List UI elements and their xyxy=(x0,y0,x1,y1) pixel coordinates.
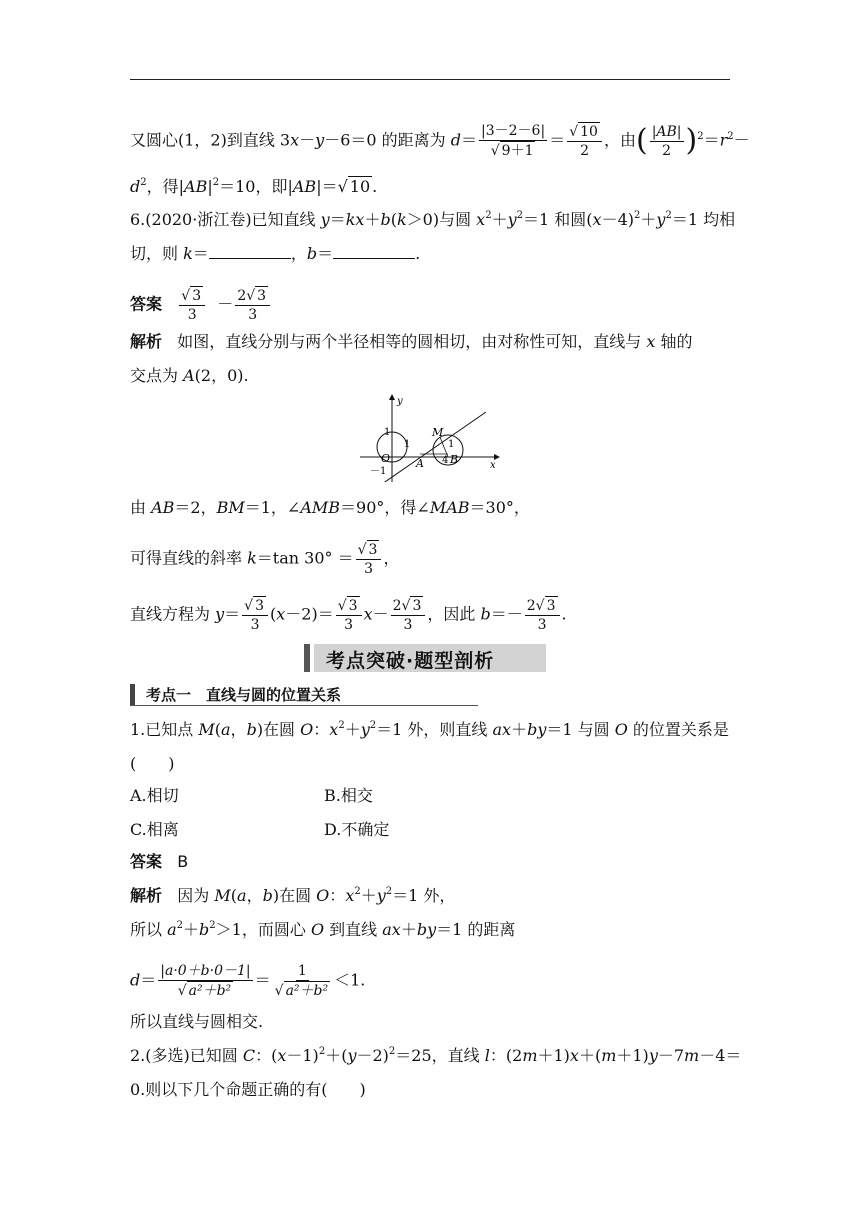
label-one-b: 1 xyxy=(404,439,411,450)
question-2-cont: 0.则以下几个命题正确的有( ) xyxy=(130,1080,366,1099)
label-one-a: 1 xyxy=(384,427,391,438)
section-banner xyxy=(304,642,546,674)
banner-title: 考点突破·题型剖析 xyxy=(326,650,495,672)
solution-6-equation: 直线方程为 y＝ $\frac{√ 3}{3}$ (x－2)＝ $\frac{√ 3}{3}$ x－ $\frac{2√ 3}{3}$ ，因此 b＝－ $\frac{2√ 3}{3}$ . xyxy=(130,598,567,633)
answer-blank-b xyxy=(333,244,415,259)
section-heading xyxy=(130,684,478,706)
question-2: 2.(多选)已知圆 C：$(x-1)^2+(y-2)^2=25$，直线 l：(2m＋1)x＋(m＋1)y－7m－4＝ xyxy=(130,1046,742,1065)
question-6-cont: 切，则 k＝ ，b＝ . xyxy=(130,244,421,263)
text-line-distance: 又圆心(1，2)到直线 3x－y－6＝0 的距离为 d＝ $\frac{|3-2-6|}{√ 9+1}$ ＝ $\frac{√ 10}{2}$ ，由( $\frac{|AB|}{2}$ )$^2=r^2-$ xyxy=(130,123,750,159)
y-axis-arrow xyxy=(389,394,395,400)
solution-1-conclusion: 所以直线与圆相交. xyxy=(130,1012,264,1031)
label-one-c: 1 xyxy=(448,439,455,450)
label-m: M xyxy=(432,426,444,439)
solution-1-distance: d＝ $\frac{|a\cdot 0+b\cdot 0-1|}{\text{√ a²＋b²}}$ ＝ $\frac{1}{\text{√ a²＋b²}}$ ＜1. xyxy=(130,963,366,999)
label-a: A xyxy=(416,457,424,470)
solution-6-angles: 由 AB＝2，BM＝1，∠AMB＝90°，得∠MAB＝30°， xyxy=(130,498,530,517)
header-rule xyxy=(130,79,730,80)
tangent-line xyxy=(382,412,486,482)
solution-6-cont: 交点为 A(2，0). xyxy=(130,366,249,385)
label-b: B xyxy=(450,453,459,466)
label-neg-one: －1 xyxy=(370,466,387,477)
label-x: x xyxy=(490,460,496,471)
option-a: A.相切 xyxy=(130,786,179,805)
answer-6: 答案 $\frac{√ 3}{3}$ － $\frac{2√ 3}{3}$ xyxy=(130,286,272,324)
solution-1-cont: 所以 $a^2+b^2>1$，而圆心 O 到直线 ax＋by＝1 的距离 xyxy=(130,920,516,939)
fraction-sqrt10-over-2: $\frac{√ 10}{2}$ xyxy=(567,122,602,160)
tangent-circles-figure xyxy=(360,392,500,482)
label-o: O xyxy=(381,452,391,465)
answer-1: 答案 B xyxy=(130,852,189,871)
section-title: 考点一 直线与圆的位置关系 xyxy=(146,686,342,704)
question-6: 6.(2020·浙江卷)已知直线 y＝kx＋b(k＞0)与圆 $x^2+y^2=1$ 和圆$(x-4)^2+y^2=1$ 均相 xyxy=(130,210,736,229)
solution-6-slope: 可得直线的斜率 k＝tan 30° ＝ $\frac{√ 3}{3}$ ， xyxy=(130,542,400,577)
text-line-ab-length: $d^2$，得$|AB|^2=10$，即|AB|＝√ 10 . xyxy=(130,177,378,196)
label-y: y xyxy=(397,396,403,407)
fraction-distance: $\frac{|3-2-6|}{√ 9+1}$ xyxy=(481,123,546,159)
label-four: 4 xyxy=(442,455,449,466)
fraction-ab-over-2: $\frac{|AB|}{2}$ xyxy=(651,123,682,159)
question-1: 1.已知点 M(a，b)在圆 O：$x^2+y^2=1$ 外，则直线 ax＋by＝1 与圆 O 的位置关系是 xyxy=(130,720,729,739)
answer-blank-k xyxy=(209,244,291,259)
option-b: B.相交 xyxy=(324,786,373,805)
solution-1: 解析 因为 M(a，b)在圆 O：$x^2+y^2=1$ 外， xyxy=(130,886,456,905)
question-1-paren: ( ) xyxy=(130,754,175,773)
option-c: C.相离 xyxy=(130,820,179,839)
option-d: D.不确定 xyxy=(324,820,390,839)
solution-6: 解析 如图，直线分别与两个半径相等的圆相切，由对称性可知，直线与 x 轴的 xyxy=(130,332,693,351)
